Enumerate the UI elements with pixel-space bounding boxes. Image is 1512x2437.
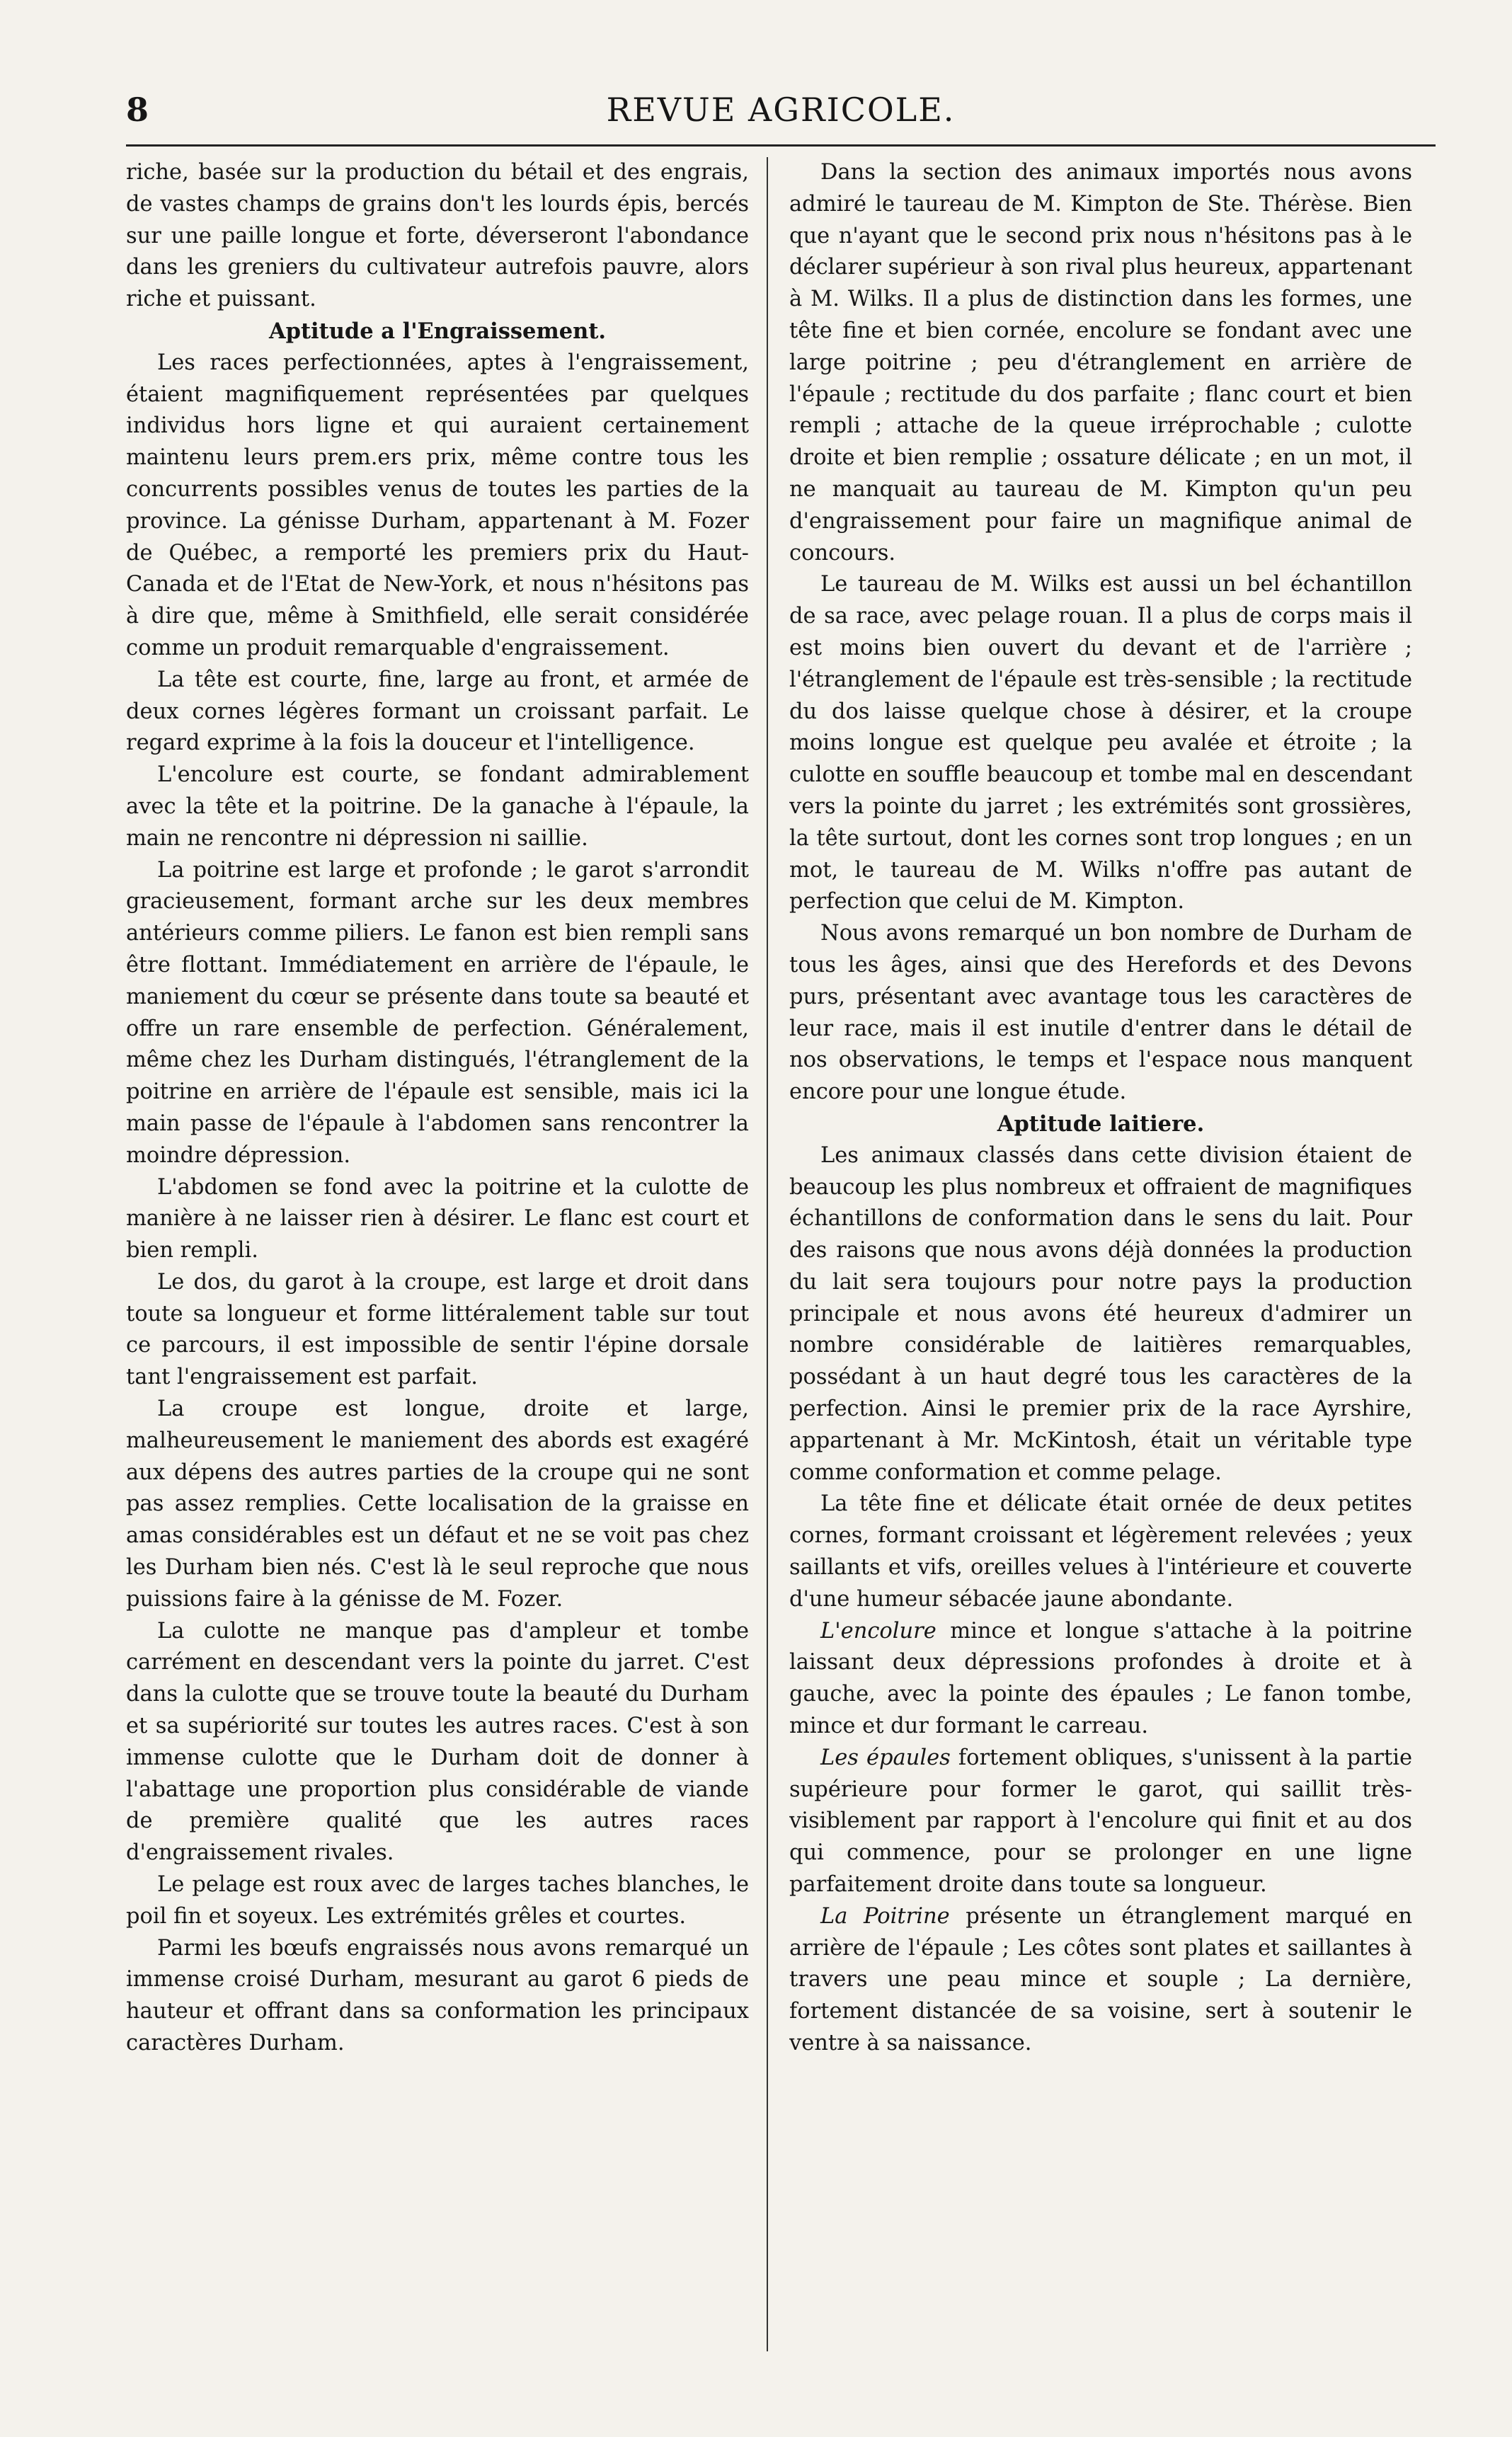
paragraph: La culotte ne manque pas d'ampleur et tombe carrément en descendant vers la pointe du jarret. C'est dans la culotte que se trouve toute la beauté du Durham et sa supériorité sur toutes les autres races. C'est à son immense culotte que le Durham doit de donner à l'abattage une proportion plus considérable de viande de première qualité que les autres races d'engraissement rivales. <box>126 1618 749 1866</box>
paragraph: Nous avons remarqué un bon nombre de Durham de tous les âges, ainsi que des Herefords et des Devons purs, présentant avec avantage tous les caractères de leur race, mais il est inutile d'entrer dans le détail de nos observations, le temps et l'espace nous manquent encore pour une longue étude. <box>789 921 1412 1105</box>
paragraph-text: mince et longue s'attache à la poitrine laissant deux dépressions profondes à droite et à gauche, avec la pointe des épaules ; Le fanon tombe, mince et dur formant le carreau. <box>789 1618 1412 1739</box>
paragraph: Parmi les bœufs engraissés nous avons remarqué un immense croisé Durham, mesurant au garot 6 pieds de hauteur et offrant dans sa conformation les principaux caractères Durham. <box>126 1935 749 2056</box>
left-column <box>126 157 749 2351</box>
paragraph <box>789 1616 1412 1743</box>
page-number: 8 <box>126 91 149 129</box>
section-heading: Aptitude a l'Engraissement. <box>268 318 607 344</box>
paragraph: L'encolure est courte, se fondant admirablement avec la tête et la poitrine. De la ganache à l'épaule, la main ne rencontre ni dépression ni saillie. <box>126 762 749 851</box>
paragraph <box>789 1901 1412 2060</box>
paragraph: Les animaux classés dans cette division étaient de beaucoup les plus nombreux et offraient de magnifiques échantillons de conformation dans le sens du lait. Pour des raisons que nous avons déjà données la production du lait sera toujours pour notre pays la production principale et nous avons été heureux d'admirer un nombre considérable de laitières remarquables, possédant à un haut degré tous les caractères de la perfection. Ainsi le premier prix de la race Ayrshire, appartenant à Mr. McKintosh, était un véritable type comme conformation et comme pelage. <box>789 1142 1412 1485</box>
paragraph: Le taureau de M. Wilks est aussi un bel échantillon de sa race, avec pelage rouan. Il a plus de corps mais il est moins bien ouvert du devant et de l'arrière ; l'étranglement de l'épaule est très-sensible ; la rectitude du dos laisse quelque chose à désirer, et la croupe moins longue est quelque peu avalée et étroite ; la culotte en souffle beaucoup et tombe mal en descendant vers la pointe du jarret ; les extrémités sont grossières, la tête surtout, dont les cornes sont trop longues ; en un mot, le taureau de M. Wilks n'offre pas autant de perfection que celui de M. Kimpton. <box>789 572 1412 914</box>
paragraph: La croupe est longue, droite et large, malheureusement le maniement des abords est exagéré aux dépens des autres parties de la croupe qui ne sont pas assez remplies. Cette localisation de la graisse en amas considérables est un défaut et ne se voit pas chez les Durham bien nés. C'est là le seul reproche que nous puissions faire à la génisse de M. Fozer. <box>126 1397 749 1612</box>
paragraph: La poitrine est large et profonde ; le garot s'arrondit gracieusement, formant arche sur les deux membres antérieurs comme piliers. Le fanon est bien rempli sans être flottant. Immédiatement en arrière de l'épaule, le maniement du cœur se présente dans toute sa beauté et offre un rare ensemble de perfection. Généralement, même chez les Durham distingués, l'étranglement de la poitrine en arrière de l'épaule est sensible, mais ici la main passe de l'épaule à l'abdomen sans rencontrer la moindre dépression. <box>126 857 749 1168</box>
paragraph-text: présente un étranglement marqué en arrière de l'épaule ; Les côtes sont plates et saillantes à travers une peau mince et souple ; La dernière, fortement distancée de sa voisine, sert à soutenir le ventre à sa naissance. <box>789 1903 1412 2056</box>
header-rule <box>126 144 1436 147</box>
paragraph: La tête fine et délicate était ornée de deux petites cornes, formant croissant et légèrement relevées ; yeux saillants et vifs, oreilles velues à l'intérieure et couverte d'une humeur sébacée jaune abondante. <box>789 1491 1412 1612</box>
paragraph: Les races perfectionnées, aptes à l'engraissement, étaient magnifiquement représentées par quelques individus hors ligne et qui auraient certainement maintenu leurs prem.ers prix, même contre tous les concurrents possibles venus de toutes les parties de la province. La génisse Durham, appartenant à M. Fozer de Québec, a remporté les premiers prix du Haut-Canada et de l'Etat de New-York, et nous n'hésitons pas à dire que, même à Smithfield, elle serait considérée comme un produit remarquable d'engraissement. <box>126 350 749 660</box>
journal-title: REVUE AGRICOLE. <box>606 91 956 129</box>
paragraph: Dans la section des animaux importés nous avons admiré le taureau de M. Kimpton de Ste. Thérèse. Bien que n'ayant que le second prix nous n'hésitons pas à le déclarer supérieur à son rival plus heureux, appartenant à M. Wilks. Il a plus de distinction dans les formes, une tête fine et bien cornée, encolure se fondant avec une large poitrine ; peu d'étranglement en arrière de l'épaule ; rectitude du dos parfaite ; flanc court et bien rempli ; attache de la queue irréprochable ; culotte droite et bien remplie ; ossature délicate ; en un mot, il ne manquait au taureau de M. Kimpton qu'un peu d'engraissement pour faire un magnifique animal de concours. <box>789 160 1412 566</box>
italic-lead: La Poitrine <box>820 1903 950 1929</box>
paragraph: L'abdomen se fond avec la poitrine et la culotte de manière à ne laisser rien à désirer. Le flanc est court et bien rempli. <box>126 1174 749 1263</box>
paragraph: Le dos, du garot à la croupe, est large et droit dans toute sa longueur et forme littéralement table sur tout ce parcours, il est impossible de sentir l'épine dorsale tant l'engraissement est parfait. <box>126 1269 749 1390</box>
page-header <box>126 91 1436 134</box>
paragraph: riche, basée sur la production du bétail et des engrais, de vastes champs de grains don't les lourds épis, bercés sur une paille longue et forte, déverseront l'abondance dans les greniers du cultivateur autrefois pauvre, alors riche et puissant. <box>126 160 749 312</box>
column-divider <box>767 157 768 2351</box>
right-column <box>789 157 1412 2351</box>
section-heading: Aptitude laitiere. <box>997 1111 1205 1137</box>
italic-lead: Les épaules <box>820 1745 951 1770</box>
italic-lead: L'encolure <box>820 1618 937 1644</box>
paragraph-text: fortement obliques, s'unissent à la partie supérieure pour former le garot, qui saillit très-visiblement par rapport à l'encolure qui finit et au dos qui commence, pour se prolonger en une ligne parfaitement droite dans toute sa longueur. <box>789 1745 1412 1898</box>
paragraph: La tête est courte, fine, large au front, et armée de deux cornes légères formant un croissant parfait. Le regard exprime à la fois la douceur et l'intelligence. <box>126 667 749 756</box>
paragraph: Le pelage est roux avec de larges taches blanches, le poil fin et soyeux. Les extrémités grêles et courtes. <box>126 1872 749 1929</box>
paragraph <box>789 1743 1412 1901</box>
